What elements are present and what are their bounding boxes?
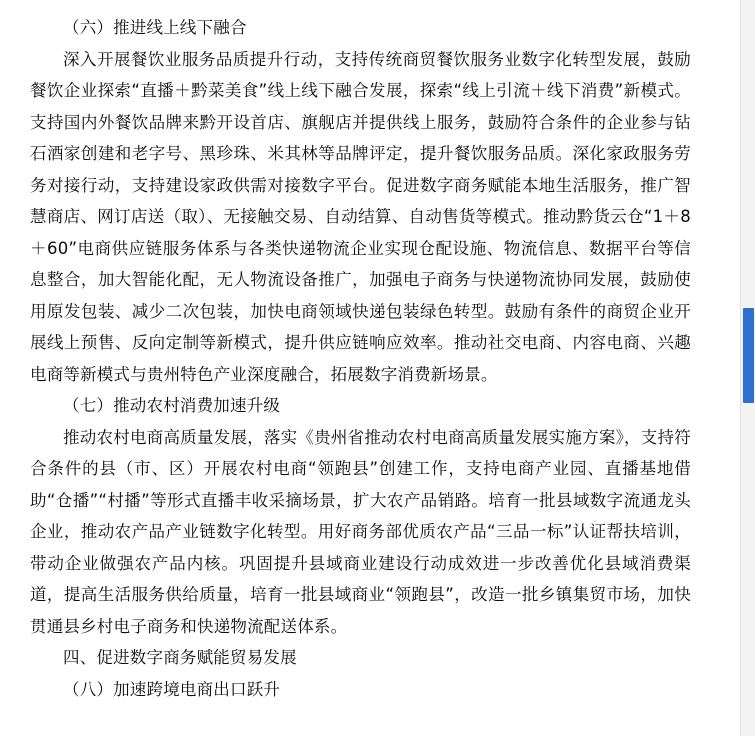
- page-right-margin: [719, 0, 741, 736]
- section-body-6: 深入开展餐饮业服务品质提升行动，支持传统商贸餐饮服务业数字化转型发展，鼓励餐饮企业探索“直播＋黔菜美食”线上线下融合发展，探索“线上引流＋线下消费”新模式。支持国内外餐饮品牌来黔开设首店、旗舰店并提供线上服务，鼓励符合条件的企业参与钻石酒家创建和老字号、黑珍珠、米其林等品牌评定，提升餐饮服务品质。深化家政服务劳务对接行动，支持建设家政供需对接数字平台。促进数字商务赋能本地生活服务，推广智慧商店、网订店送（取）、无接触交易、自动结算、自动售货等模式。推动黔货云仓“1＋8＋60”电商供应链服务体系与各类快递物流企业实现仓配设施、物流信息、数据平台等信息整合，加大智能化配，无人物流设备推广，加强电子商务与快递物流协同发展，鼓励使用原发包装、减少二次包装，加快电商领域快递包装绿色转型。鼓励有条件的商贸企业开展线上预售、反向定制等新模式，提升供应链响应效率。推动社交电商、内容电商、兴趣电商等新模式与贵州特色产业深度融合，拓展数字消费新场景。: [30, 49, 691, 384]
- section-heading-6: （六）推进线上线下融合: [63, 18, 247, 37]
- vertical-scrollbar[interactable]: [740, 0, 755, 736]
- section-heading-8: （八）加速跨境电商出口跃升: [63, 679, 281, 699]
- section-body-7: 推动农村电商高质量发展，落实《贵州省推动农村电商高质量发展实施方案》，支持符合条件的县（市、区）开展农村电商“领跑县”创建工作，支持电商产业园、直播基地借助“仓播”“村播”等形式直播丰收采摘场景，扩大农产品销路。培育一批县域数字流通龙头企业，推动农产品产业链数字化转型。用好商务部优质农产品“三品一标”认证帮扶培训，带动企业做强农产品内核。巩固提升县域商业建设行动成效进一步改善优化县域消费渠道，提高生活服务供给质量，培育一批县域商业“领跑县”，改造一批乡镇集贸市场，加快贯通县乡村电子商务和快递物流配送体系。: [30, 427, 691, 636]
- vertical-scroll-thumb[interactable]: [743, 308, 754, 403]
- section-heading-4: 四、促进数字商务赋能贸易发展: [63, 648, 297, 667]
- section-heading-7: （七）推动农村消费加速升级: [63, 396, 281, 415]
